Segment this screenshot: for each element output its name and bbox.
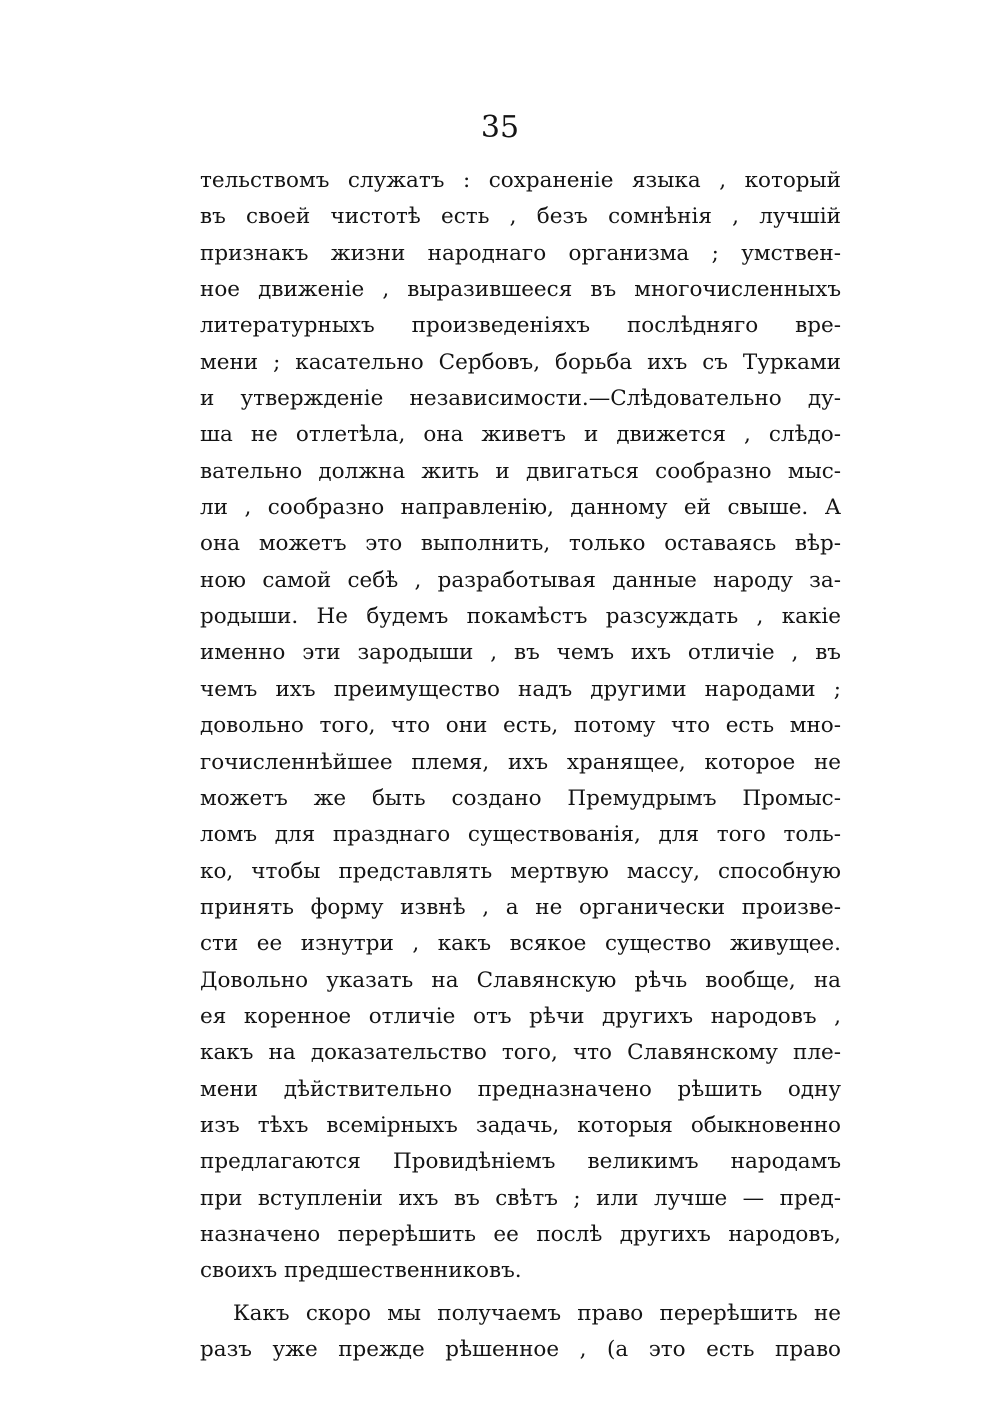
text-line: чемъ ихъ преимущество надъ другими народами ; — [200, 676, 841, 702]
text-line: сти ее изнутри , какъ всякое существо живущее. — [200, 931, 841, 957]
text-line: принять форму извнѣ , а не органически произве- — [200, 894, 841, 920]
paragraph-1 — [200, 163, 841, 1290]
text-line: при вступленіи ихъ въ свѣтъ ; или лучше — пред- — [200, 1185, 841, 1211]
text-line: мени дѣйствительно предназначено рѣшить одну — [200, 1076, 841, 1102]
text-line: мени ; касательно Сербовъ, борьба ихъ съ Турками — [200, 349, 841, 375]
text-line: ша не отлетѣла, она живетъ и движется , слѣдо- — [200, 422, 841, 448]
text-line: литературныхъ произведеніяхъ послѣдняго вре- — [200, 313, 841, 339]
text-line: изъ тѣхъ всемірныхъ задачь, которыя обыкновенно — [200, 1112, 841, 1138]
text-line: признакъ жизни народнаго организма ; умствен- — [200, 240, 841, 266]
text-line: гочисленнѣйшее племя, ихъ хранящее, которое не — [200, 749, 841, 775]
text-line: какъ на доказательство того, что Славянскому пле- — [200, 1040, 841, 1066]
text-line: довольно того, что они есть, потому что есть мно- — [200, 713, 841, 739]
text-line: ли , сообразно направленію, данному ей свыше. А — [200, 495, 841, 521]
text-line: разъ уже прежде рѣшенное , (а это есть право — [200, 1337, 841, 1362]
text-line: въ своей чистотѣ есть , безъ сомнѣнія , лучшій — [200, 204, 841, 230]
text-line: можетъ же быть создано Премудрымъ Промыс- — [200, 785, 841, 811]
text-line: вательно должна жить и двигаться сообразно мыс- — [200, 458, 841, 484]
page-number: 35 — [480, 110, 520, 145]
text-line: назначено перерѣшить ее послѣ другихъ народовъ, — [200, 1221, 841, 1247]
text-line: родыши. Не будемъ покамѣстъ разсуждать , какіе — [200, 604, 841, 630]
text-line: она можетъ это выполнить, только оставаясь вѣр- — [200, 531, 841, 557]
text-line: ною самой себѣ , разработывая данные народу за- — [200, 567, 841, 593]
text-line: и утвержденіе независимости.—Слѣдовательно ду- — [200, 386, 841, 412]
text-line: своихъ предшественниковъ. — [200, 1258, 522, 1284]
text-line: ломъ для празднаго существованія, для того толь- — [200, 822, 841, 848]
text-line: Какъ скоро мы получаемъ право перерѣшить не — [233, 1300, 841, 1326]
text-line: именно эти зародыши , въ чемъ ихъ отличіе , въ — [200, 640, 841, 666]
text-line: Довольно указать на Славянскую рѣчь вообще, на — [200, 967, 841, 993]
text-line: тельствомъ служатъ : сохраненіе языка , который — [200, 168, 841, 193]
text-line: ея коренное отличіе отъ рѣчи другихъ народовъ , — [200, 1003, 841, 1029]
body-text — [200, 163, 841, 1368]
paragraph-2 — [200, 1296, 841, 1369]
text-line: предлагаются Провидѣніемъ великимъ народамъ — [200, 1149, 841, 1175]
text-line: ко, чтобы представлять мертвую массу, способную — [200, 858, 841, 884]
text-line: ное движеніе , выразившееся въ многочисленныхъ — [200, 277, 841, 303]
